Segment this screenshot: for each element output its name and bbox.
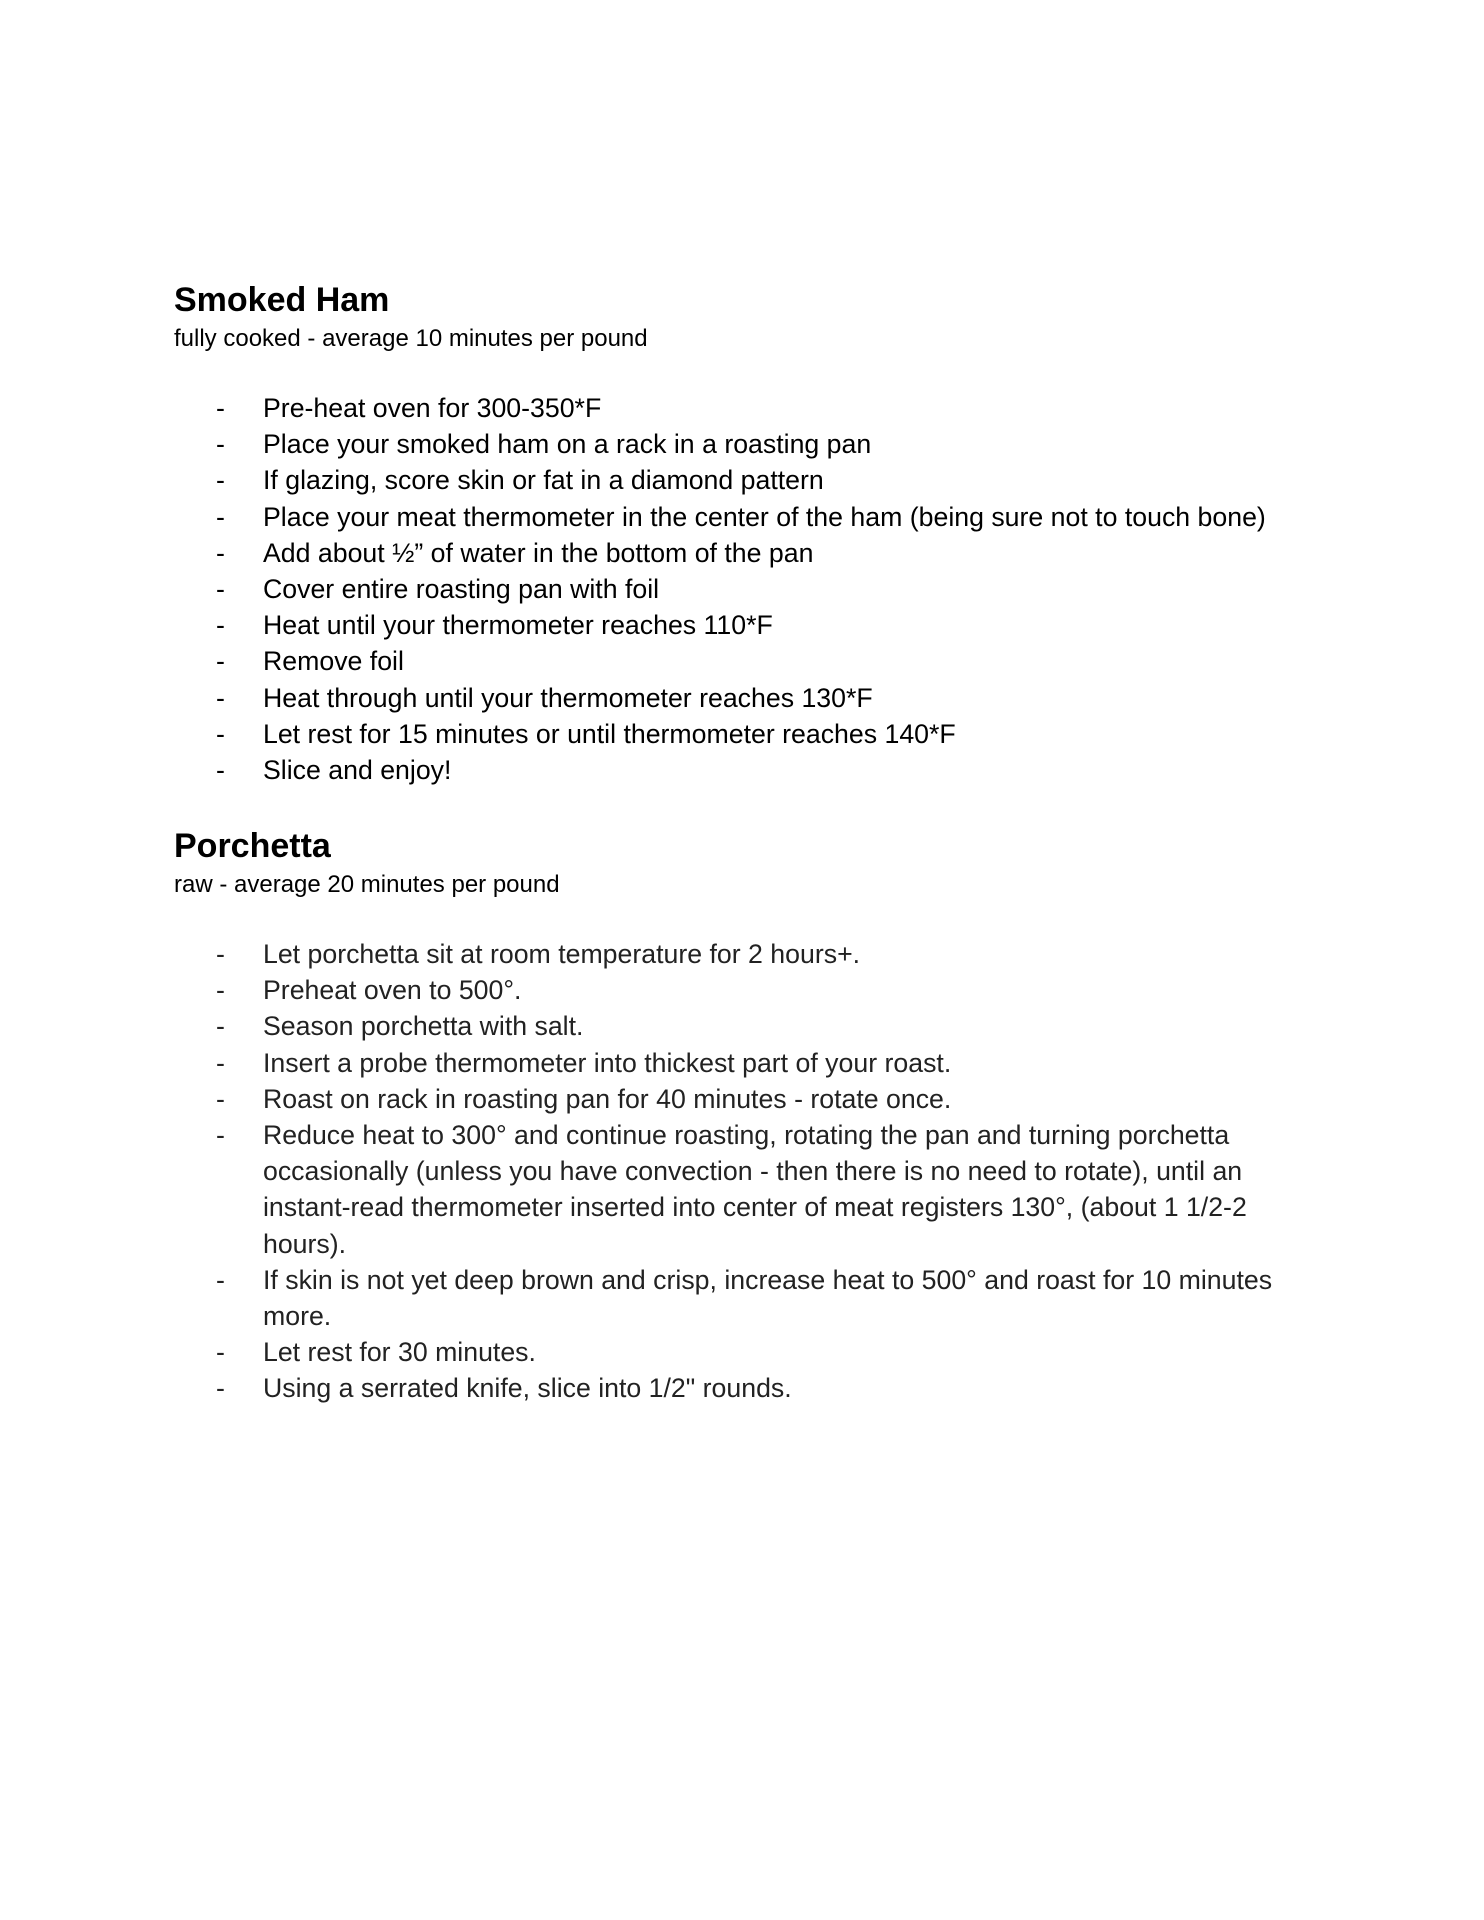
step-text: Let rest for 15 minutes or until thermometer reaches 140*F — [263, 718, 956, 749]
list-item — [174, 1262, 1275, 1334]
bullet-dash: - — [216, 574, 225, 605]
bullet-dash: - — [216, 718, 225, 749]
steps-list — [174, 936, 1314, 1407]
list-item — [174, 643, 1275, 679]
step-text: Using a serrated knife, slice into 1/2" rounds. — [263, 1373, 792, 1404]
bullet-dash: - — [216, 393, 225, 423]
step-text: Reduce heat to 300° and continue roasting, rotating the pan and turning porchetta occasionally (unless you have convection - then there is no need to rotate), until an instant-read thermometer inserted into center of meat registers 130°, (about 1 1/2-2 hours). — [263, 1120, 1247, 1259]
bullet-dash: - — [216, 610, 225, 641]
bullet-dash: - — [216, 465, 225, 496]
bullet-dash: - — [216, 682, 225, 713]
bullet-dash: - — [216, 1047, 225, 1078]
step-text: If glazing, score skin or fat in a diamond pattern — [263, 465, 824, 496]
bullet-dash: - — [216, 1083, 225, 1114]
recipe-section-smoked-ham — [174, 280, 1314, 788]
bullet-dash: - — [216, 755, 225, 786]
section-subtitle: fully cooked - average 10 minutes per pound — [174, 325, 648, 352]
list-item — [174, 535, 1275, 571]
list-item — [174, 571, 1275, 607]
steps-list — [174, 390, 1314, 788]
step-text: Slice and enjoy! — [263, 755, 452, 786]
list-item — [174, 936, 1275, 972]
bullet-dash: - — [216, 1373, 225, 1404]
step-text: Heat through until your thermometer reaches 130*F — [263, 682, 873, 713]
bullet-dash: - — [216, 646, 225, 677]
step-text: Let rest for 30 minutes. — [263, 1337, 536, 1368]
step-text: Season porchetta with salt. — [263, 1011, 584, 1042]
step-text: Cover entire roasting pan with foil — [263, 574, 660, 605]
bullet-dash: - — [216, 1337, 225, 1368]
bullet-dash: - — [216, 501, 225, 532]
step-text: Pre-heat oven for 300-350*F — [263, 393, 602, 423]
section-heading: Smoked Ham — [174, 281, 390, 319]
step-text: Heat until your thermometer reaches 110*F — [263, 610, 773, 641]
bullet-dash: - — [216, 1120, 225, 1151]
list-item — [174, 390, 1275, 426]
step-text: Add about ½” of water in the bottom of the pan — [263, 537, 814, 568]
step-text: Place your smoked ham on a rack in a roasting pan — [263, 429, 872, 460]
list-item — [174, 499, 1275, 535]
list-item — [174, 752, 1275, 788]
bullet-dash: - — [216, 429, 225, 460]
bullet-dash: - — [216, 975, 225, 1006]
list-item — [174, 1045, 1275, 1081]
list-item — [174, 680, 1275, 716]
list-item — [174, 1081, 1275, 1117]
list-item — [174, 716, 1275, 752]
list-item — [174, 462, 1275, 498]
bullet-dash: - — [216, 1264, 225, 1295]
step-text: Let porchetta sit at room temperature for 2 hours+. — [263, 939, 861, 969]
bullet-dash: - — [216, 1011, 225, 1042]
list-item — [174, 972, 1275, 1008]
list-item — [174, 607, 1275, 643]
list-item — [174, 1117, 1275, 1262]
list-item — [174, 426, 1275, 462]
section-subtitle: raw - average 20 minutes per pound — [174, 871, 560, 898]
step-text: If skin is not yet deep brown and crisp, increase heat to 500° and roast for 10 minutes more. — [263, 1264, 1273, 1332]
bullet-dash: - — [216, 537, 225, 568]
recipe-section-porchetta — [174, 826, 1314, 1407]
step-text: Roast on rack in roasting pan for 40 minutes - rotate once. — [263, 1083, 952, 1114]
list-item — [174, 1334, 1275, 1370]
bullet-dash: - — [216, 939, 225, 969]
step-text: Place your meat thermometer in the center of the ham (being sure not to touch bone) — [263, 501, 1266, 532]
step-text: Remove foil — [263, 646, 404, 677]
step-text: Insert a probe thermometer into thickest part of your roast. — [263, 1047, 952, 1078]
step-text: Preheat oven to 500°. — [263, 975, 522, 1006]
section-heading: Porchetta — [174, 827, 331, 865]
list-item — [174, 1370, 1275, 1406]
list-item — [174, 1008, 1275, 1044]
